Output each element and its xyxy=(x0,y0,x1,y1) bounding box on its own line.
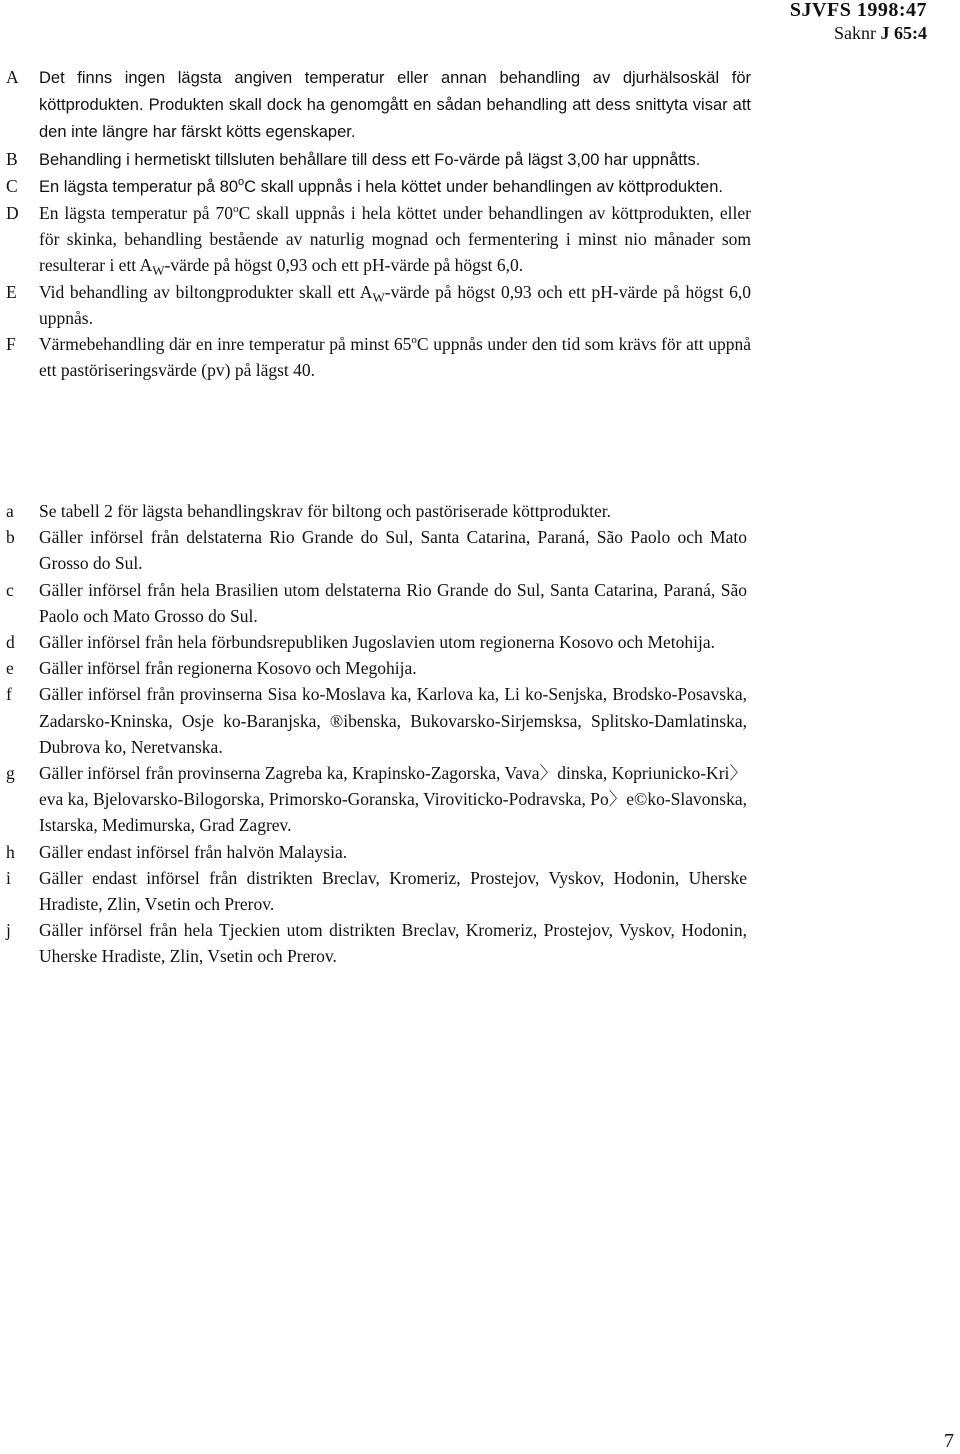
saknr-value: J 65:4 xyxy=(880,23,927,43)
page-header xyxy=(790,0,927,46)
note-text: En lägsta temperatur på 70$^o$C skall uppnås i hela köttet under behandlingen av köttprodukten, eller för skinka, behandling bestående av naturlig mognad och fermentering i minst nio månader som resulterar i ett $A_W$-värde på högst 0,93 och ett pH-värde på högst 6,0. xyxy=(39,203,751,279)
footnote-letter: h xyxy=(6,841,15,862)
note-letter: A xyxy=(6,67,19,87)
footnote-text: Gäller införsel från delstaterna Rio Grande do Sul, Santa Catarina, Paraná, São Paolo och Mato Grosso do Sul. xyxy=(39,527,747,574)
degree-symbol: o xyxy=(238,175,245,188)
footnote-a xyxy=(6,498,747,524)
note-text: Det finns ingen lägsta angiven temperatur eller annan behandling av djurhälsoskäl för köttprodukten. Produkten skall dock ha genomgått en sådan behandling att dess snittyta visar att den inte längre har färskt kötts egenskaper. xyxy=(39,69,751,142)
footnote-i xyxy=(6,865,747,917)
note-text: En lägsta temperatur på 80$^o$C skall uppnås i hela köttet under behandlingen av köttprodukten. xyxy=(39,175,723,196)
footnote-d xyxy=(6,629,747,655)
footnote-g xyxy=(6,760,747,839)
footnote-j xyxy=(6,917,747,969)
page-number: 7 xyxy=(944,1430,954,1452)
note-letter: F xyxy=(6,334,16,355)
note-text: Värmebehandling där en inre temperatur på minst 65$^o$C uppnås under den tid som krävs för att uppnå ett pastöriseringsvärde (pv) på lägst 40. xyxy=(39,334,751,381)
footnote-e xyxy=(6,655,747,681)
footnote-h xyxy=(6,839,747,865)
footnote-text: Gäller införsel från provinserna Zagreba ka, Krapinsko-Zagorska, Vava〉dinska, Kopriunicko-Kri〉eva ka, Bjelovarsko-Bilogorska, Primorsko-Goranska, Viroviticko-Podravska, Po〉e©ko-Slavonska, Istarska, Medimurska, Grad Zagrev. xyxy=(39,763,747,836)
footnote-text: Gäller endast införsel från distrikten Breclav, Kromeriz, Prostejov, Vyskov, Hodonin, Uherske Hradiste, Zlin, Vsetin och Prerov. xyxy=(39,867,747,915)
note-e xyxy=(6,279,751,331)
footnote-letter: b xyxy=(6,527,15,548)
footnote-text: Gäller införsel från hela förbundsrepubliken Jugoslavien utom regionerna Kosovo och Metohija. xyxy=(39,632,715,653)
degree-symbol: o xyxy=(411,334,417,347)
note-f xyxy=(6,331,751,383)
note-text: Behandling i hermetiskt tillsluten behållare till dess ett Fo-värde på lägst 3,00 har uppnåtts. xyxy=(39,150,701,169)
note-a xyxy=(6,64,751,146)
note-d xyxy=(6,200,751,279)
footnote-b xyxy=(6,524,747,576)
footnote-letter: d xyxy=(6,632,15,653)
footnote-text: Gäller införsel från hela Tjeckien utom distrikten Breclav, Kromeriz, Prostejov, Vyskov, Hodonin, Uherske Hradiste, Zlin, Vsetin och Prerov. xyxy=(39,920,747,967)
footnote-letter: f xyxy=(6,684,12,705)
note-letter: B xyxy=(6,148,18,169)
note-letter: E xyxy=(6,281,17,302)
footnote-text: Se tabell 2 för lägsta behandlingskrav för biltong och pastöriserade köttprodukter. xyxy=(39,501,612,521)
document-code: SJVFS 1998:47 xyxy=(789,0,927,21)
footnote-text: Gäller endast införsel från halvön Malaysia. xyxy=(39,841,348,862)
footnote-letter: e xyxy=(6,658,14,679)
degree-symbol: o xyxy=(233,203,239,216)
footnote-letter: c xyxy=(6,579,14,600)
water-activity-subscript: W xyxy=(152,263,165,279)
footnote-letter: g xyxy=(6,763,15,784)
footnote-c xyxy=(6,577,747,629)
treatment-notes xyxy=(6,64,751,383)
note-text: Vid behandling av biltongprodukter skall ett $A_W$-värde på högst 0,93 och ett pH-värde på högst 6,0 uppnås. xyxy=(39,281,752,328)
saknr-line xyxy=(790,20,927,46)
footnote-letter: j xyxy=(6,920,11,941)
footnote-letter: i xyxy=(6,867,11,888)
footnote-f xyxy=(6,681,747,760)
footnote-text: Gäller införsel från provinserna Sisa ko-Moslava ka, Karlova ka, Li ko-Senjska, Brodsko-Posavska, Zadarsko-Kninska, Osje ko-Baranjska, ®ibenska, Bukovarsko-Sirjemsksa, Splitsko-Damlatinska, Dubrova ko, Neretvanska. xyxy=(39,684,747,757)
note-b xyxy=(6,146,751,173)
water-activity-subscript: W xyxy=(372,289,385,305)
saknr-label: Saknr xyxy=(834,23,876,43)
footnotes xyxy=(6,498,747,970)
note-letter: D xyxy=(6,203,19,224)
note-c xyxy=(6,173,751,200)
footnote-letter: a xyxy=(6,501,14,521)
footnote-text: Gäller införsel från hela Brasilien utom delstaterna Rio Grande do Sul, Santa Catarina, Paraná, São Paolo och Mato Grosso do Sul. xyxy=(39,579,747,626)
note-letter: C xyxy=(6,175,18,196)
footnote-text: Gäller införsel från regionerna Kosovo och Megohija. xyxy=(39,658,417,679)
